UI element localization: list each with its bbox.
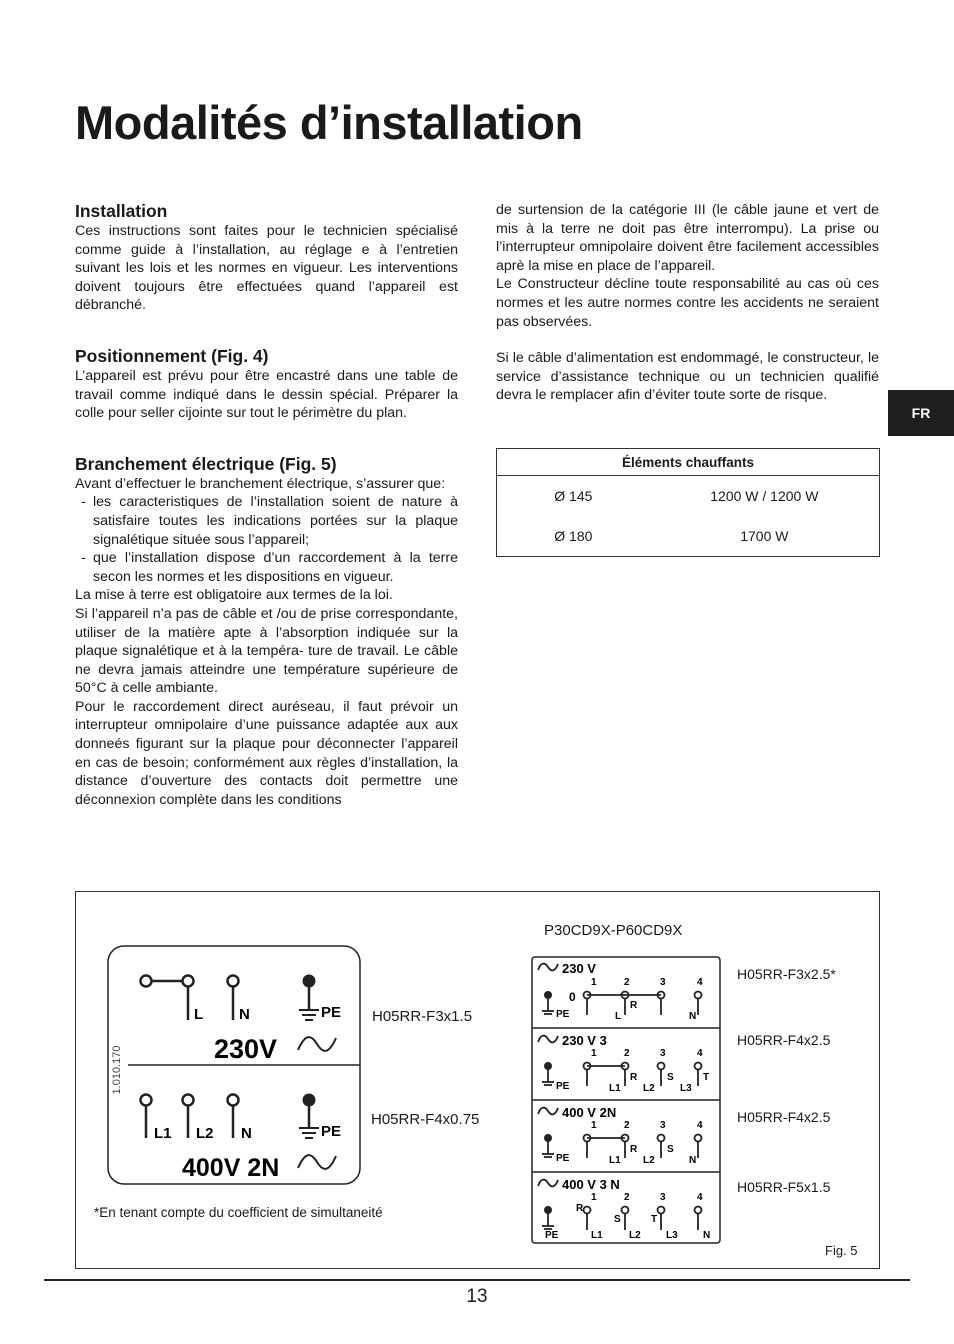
terminal-label: N [241, 1125, 252, 1142]
ac-symbol-icon [538, 1108, 558, 1115]
section-positionnement [75, 346, 458, 423]
panel-voltage: 230 V 3 [562, 1033, 607, 1048]
svg-text:4: 4 [697, 1192, 703, 1203]
heading-positionnement: Positionnement (Fig. 4) [75, 345, 269, 366]
svg-text:2: 2 [624, 1192, 630, 1203]
ac-symbol-icon [538, 964, 558, 971]
cable-label: H05RR-F4x2.5 [737, 1032, 831, 1048]
svg-text:3: 3 [660, 1048, 666, 1059]
footer-rule [44, 1279, 910, 1281]
svg-text:1: 1 [591, 1120, 597, 1131]
panel-voltage: 400 V 3 N [562, 1177, 620, 1192]
svg-text:4: 4 [697, 1120, 703, 1131]
text-branchement-p3: Pour le raccordement direct auréseau, il faut prévoir un interrupteur omnipolaire d’une puissance adaptée aux aux donneés figurant sur la plaque pour déconnecter l’appareil en cas de besoin; conformément aux règles d’installation, la distance d’ouverture des contacts doit permettre une déconnexion complète dans les conditions [75, 698, 458, 808]
terminal-label: L2 [196, 1125, 214, 1142]
left-column [75, 201, 458, 809]
svg-text:N: N [689, 1011, 697, 1022]
terminal-label: PE [321, 1123, 342, 1140]
text-right-p1: de surtension de la catégorie III (le câble jaune et vert de mis à la terre ne doit pas être interrompu). La prise ou l’interrupteur omnipolaire doivent être facilement accessibles aprè la mise en place de l’appareil. [496, 202, 879, 274]
svg-text:4: 4 [697, 977, 703, 988]
text-branchement-intro: Avant d’effectuer le branchement électrique, s’assurer que: [75, 475, 446, 492]
svg-text:0: 0 [569, 990, 576, 1004]
svg-text:R: R [630, 1144, 638, 1155]
svg-text:R: R [630, 1000, 638, 1011]
svg-text:1: 1 [591, 1192, 597, 1203]
svg-text:L2: L2 [629, 1230, 641, 1241]
text-right-p3: Si le câble d’alimentation est endommagé, le constructeur, le service d’assistance technique ou un technicien qualifié devra le remplacer afin d’éviter toute sorte de risque. [496, 350, 879, 404]
svg-text:L: L [615, 1011, 622, 1022]
svg-text:L1: L1 [609, 1155, 621, 1166]
svg-text:4: 4 [697, 1048, 703, 1059]
svg-text:L2: L2 [643, 1155, 655, 1166]
svg-text:2: 2 [624, 1048, 630, 1059]
cable-label: H05RR-F4x2.5 [737, 1109, 831, 1125]
table-row [497, 476, 880, 517]
heading-installation: Installation [75, 201, 168, 221]
svg-text:T: T [651, 1214, 658, 1225]
svg-text:N: N [689, 1155, 697, 1166]
cable-label: H05RR-F4x0.75 [371, 1111, 480, 1128]
table-row [497, 516, 880, 557]
svg-text:S: S [667, 1072, 674, 1083]
requirements-list [75, 493, 458, 586]
models-label: P30CD9X-P60CD9X [544, 922, 683, 939]
heading-branchement: Branchement électrique (Fig. 5) [75, 453, 337, 474]
page-title: Modalités d’installation [75, 96, 583, 149]
cable-label: H05RR-F5x1.5 [737, 1179, 831, 1195]
page-number: 13 [466, 1286, 488, 1307]
panel-voltage: 230 V [562, 961, 596, 976]
svg-text:L1: L1 [609, 1083, 621, 1094]
list-item: - que l’installation dispose d’un raccordement à la terre secon les normes et les dispositions en vigueur. [75, 549, 458, 586]
terminal-diagram-left [106, 944, 362, 1186]
heating-elements-table [496, 448, 880, 557]
right-column [496, 201, 879, 405]
voltage-label: 230V [214, 1034, 278, 1064]
text-right-p2: Le Constructeur décline toute responsabilité au cas où ces normes et les autre normes contre les accidents ne seraient pas observées. [496, 276, 879, 330]
svg-text:2: 2 [624, 977, 630, 988]
panel-voltage: 400 V 2N [562, 1105, 617, 1120]
svg-text:T: T [703, 1072, 710, 1083]
ac-symbol-icon [298, 1037, 336, 1051]
svg-text:PE: PE [556, 1009, 570, 1020]
svg-text:L3: L3 [680, 1083, 692, 1094]
text-positionnement: L’appareil est prévu pour être encastré dans une table de travail comme indiqué dans le dessin spécial. Préparer la colle pour seller cijointe sur tout le périmètre du plan. [75, 367, 458, 422]
table-cell-diameter: Ø 145 [554, 488, 593, 504]
cable-label: H05RR-F3x2.5* [737, 966, 836, 982]
svg-text:S: S [614, 1214, 621, 1225]
svg-text:2: 2 [624, 1120, 630, 1131]
language-tab: FR [888, 390, 954, 436]
ac-symbol-icon [538, 1036, 558, 1043]
diagram-code: 1.010.170 [111, 1045, 123, 1095]
voltage-label: 400V 2N [182, 1154, 280, 1182]
svg-text:N: N [703, 1230, 711, 1241]
list-item: - les caracteristiques de l’installation soient de nature à satisfaire toutes les indications portées sur la plaque signalétique située sous l’appareil; [75, 493, 458, 549]
svg-text:L2: L2 [643, 1083, 655, 1094]
table-cell-power: 1200 W / 1200 W [710, 488, 819, 504]
text-installation: Ces instructions sont faites pour le technicien spécialisé comme guide à l’installation, au réglage e à l’entretien suivant les lois et les normes en vigueur. Les interventions doivent toujours être effectuées quand l’appareil est débranché. [75, 223, 458, 314]
text-branchement-p2: Si l’appareil n’a pas de câble et /ou de prise correspondante, utiliser de la matière apte à l’absorption indiquée sur la plaque signalétique et à la tempéra- ture de travail. Le câble ne devra jamais atteindre une température supérieure de 50°C à celle ambiante. [75, 605, 458, 697]
figure-label: Fig. 5 [825, 1243, 858, 1258]
svg-text:3: 3 [660, 1120, 666, 1131]
section-installation [75, 201, 458, 315]
svg-text:PE: PE [545, 1230, 559, 1241]
table-cell-diameter: Ø 180 [554, 528, 593, 544]
svg-text:R: R [576, 1203, 584, 1214]
figure-5-box [75, 891, 880, 1269]
terminal-label: PE [321, 1004, 342, 1021]
cable-label: H05RR-F3x1.5 [372, 1008, 473, 1025]
terminal-label: L [194, 1006, 204, 1023]
terminal-diagram-right [531, 956, 721, 1244]
text-branchement-p1: La mise à terre est obligatoire aux termes de la loi. [75, 587, 393, 604]
svg-text:S: S [667, 1144, 674, 1155]
svg-text:PE: PE [556, 1081, 570, 1092]
ac-symbol-icon [298, 1155, 336, 1169]
svg-text:PE: PE [556, 1153, 570, 1164]
ac-symbol-icon [538, 1180, 558, 1187]
svg-text:3: 3 [660, 1192, 666, 1203]
svg-text:1: 1 [591, 977, 597, 988]
svg-text:3: 3 [660, 977, 666, 988]
footnote: *En tenant compte du coefficient de simultaneité [94, 1205, 383, 1220]
svg-text:L3: L3 [666, 1230, 678, 1241]
table-cell-power: 1700 W [740, 528, 789, 544]
svg-text:R: R [630, 1072, 638, 1083]
table-header: Éléments chauffants [497, 449, 880, 476]
section-branchement [75, 454, 458, 810]
svg-text:1: 1 [591, 1048, 597, 1059]
terminal-label: N [239, 1006, 250, 1023]
terminal-label: L1 [154, 1125, 172, 1142]
svg-text:L1: L1 [591, 1230, 603, 1241]
